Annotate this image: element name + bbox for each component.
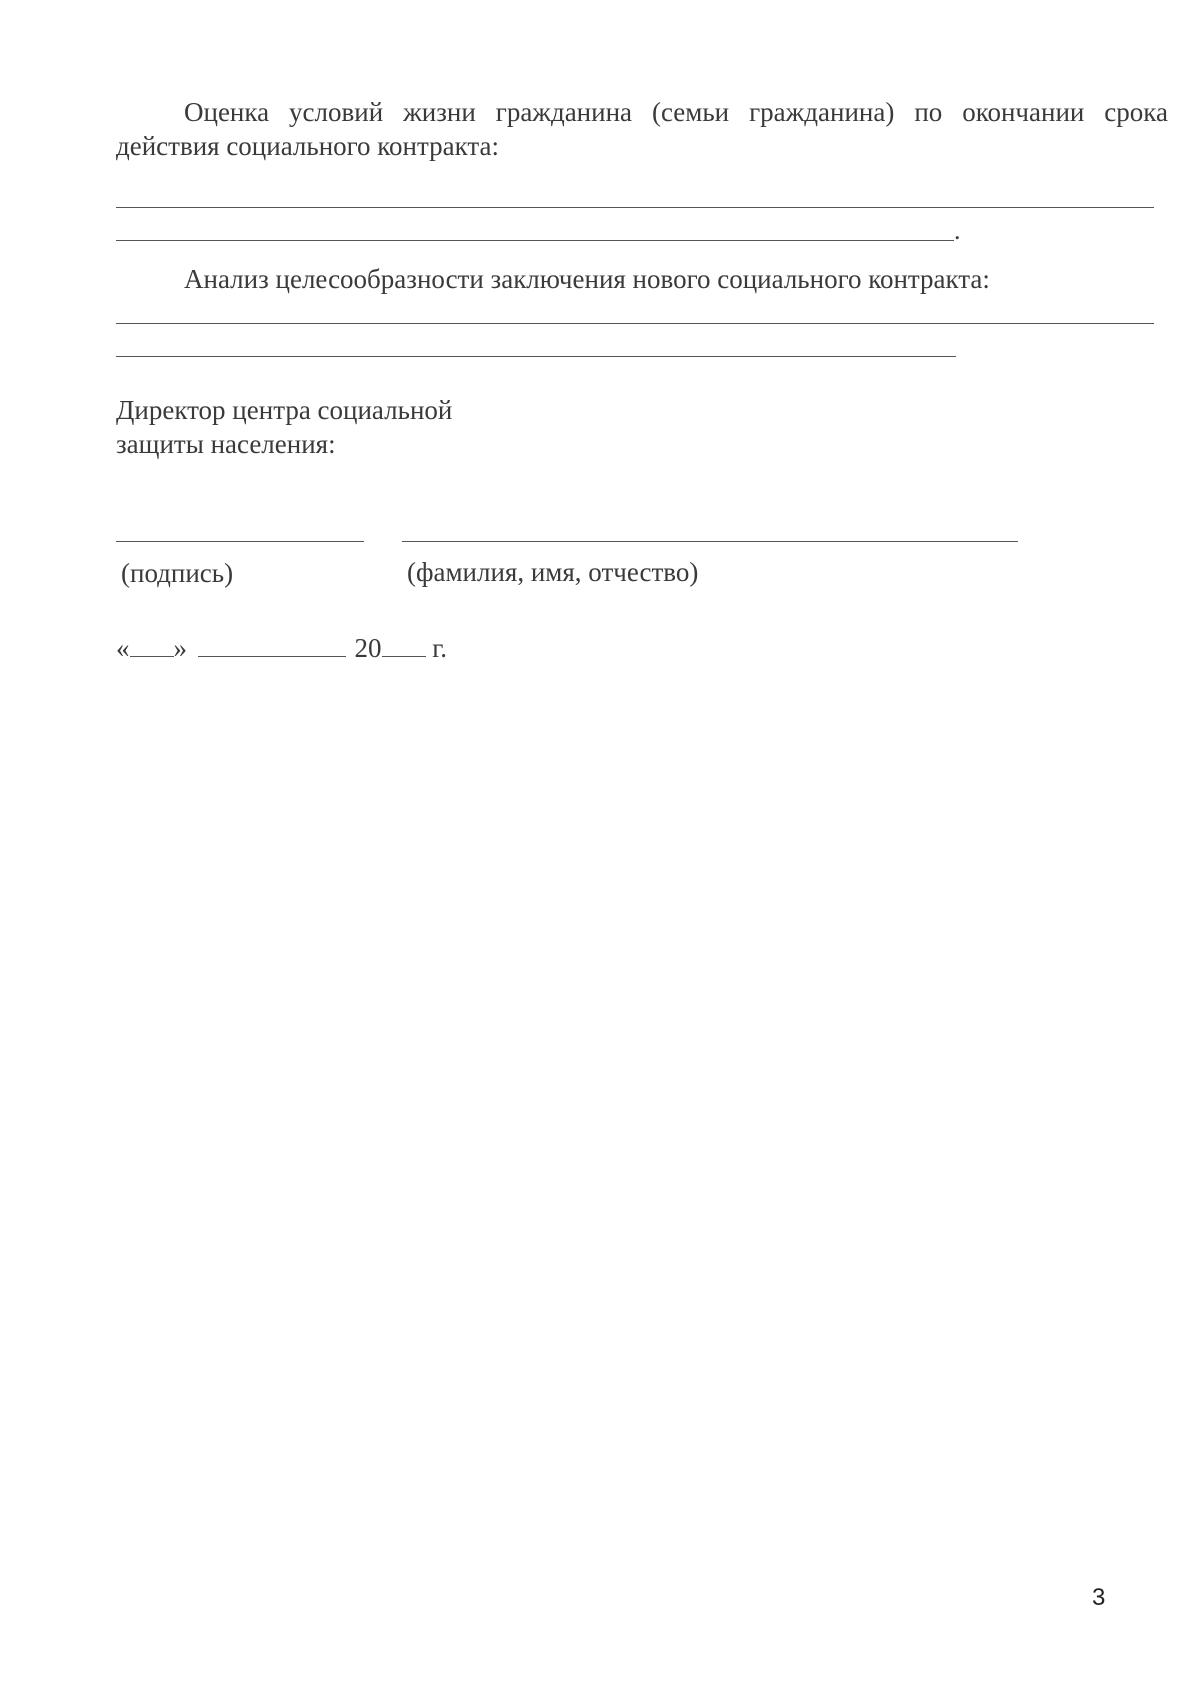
analysis-line-2[interactable] (116, 356, 956, 357)
date-open-quote: « (116, 633, 130, 663)
full-name-line[interactable] (402, 541, 1018, 542)
year-blank[interactable] (382, 634, 426, 657)
page-number: 3 (1092, 1584, 1106, 1611)
full-name-caption: (фамилия, имя, отчество) (407, 557, 699, 587)
date-line (116, 632, 447, 664)
signature-line[interactable] (116, 541, 364, 542)
living-conditions-assessment-text: Оценка условий жизни гражданина (семьи гражданина) по окончании срока действия социального контракта: (116, 97, 1168, 161)
assessment-end-mark: . (954, 216, 961, 245)
new-contract-analysis-text: Анализ целесообразности заключения нового социального контракта: (184, 264, 990, 294)
signature-caption: (подпись) (121, 558, 234, 588)
director-title-line-2: защиты населения: (116, 429, 336, 459)
assessment-line-1[interactable] (116, 207, 1154, 208)
day-blank[interactable] (130, 634, 174, 657)
date-close-quote: » (173, 633, 187, 663)
analysis-line-1[interactable] (116, 323, 1154, 324)
year-suffix: г. (432, 633, 448, 663)
assessment-line-2[interactable] (116, 240, 954, 241)
year-prefix: 20 (354, 633, 382, 663)
director-title-line-1: Директор центра социальной (116, 395, 453, 425)
month-blank[interactable] (198, 634, 346, 657)
